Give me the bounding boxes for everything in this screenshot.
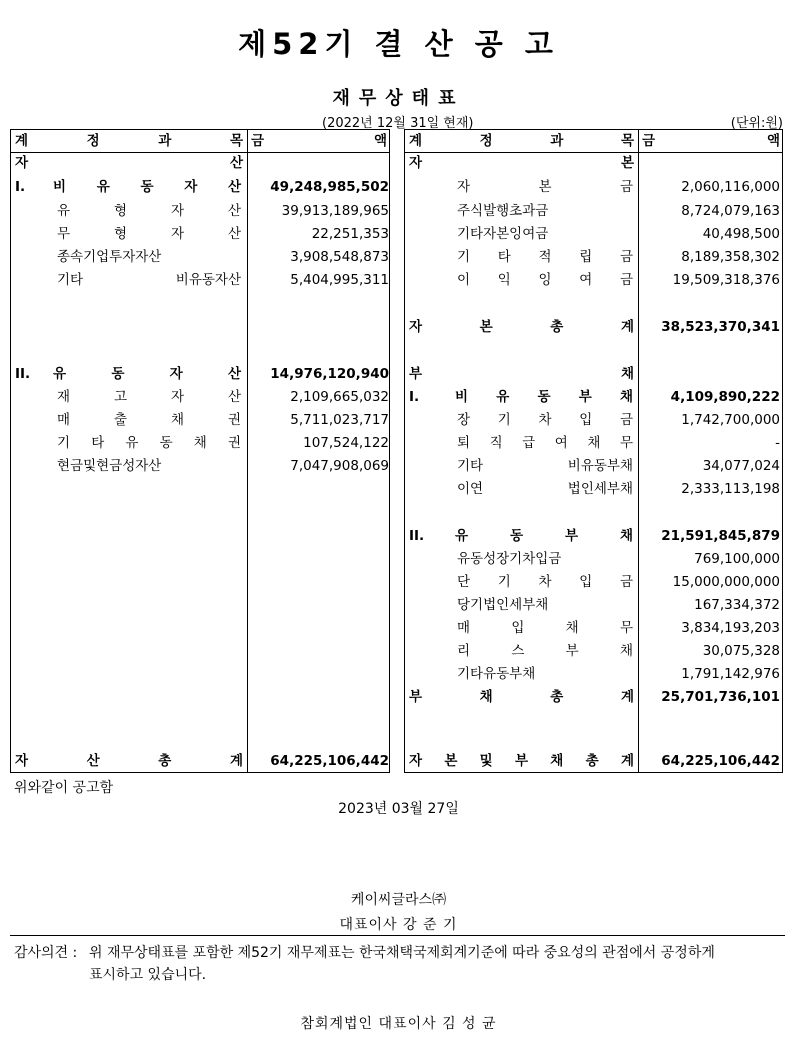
account-label: 유동성장기차입금 (457, 551, 562, 567)
roman-numeral: II. (409, 528, 425, 544)
right-row (405, 409, 782, 431)
amount-value: 2,060,116,000 (681, 179, 780, 195)
account-label: 장 기 차 입 금 (457, 412, 633, 428)
right-row (405, 176, 782, 198)
right-row (405, 548, 782, 570)
right-row (405, 594, 782, 616)
left-row (11, 386, 389, 408)
right-row (405, 455, 782, 477)
right-row (405, 686, 782, 708)
left-row (11, 750, 389, 772)
page-title: 제52기 결 산 공 고 (238, 27, 559, 61)
left-row (11, 152, 389, 174)
right-row (405, 246, 782, 268)
assets-header-row (11, 130, 389, 152)
amount-value: 769,100,000 (694, 551, 780, 567)
account-label: 자 본 금 (457, 179, 633, 195)
report-date: (2022년 12월 31일 현재) (322, 116, 474, 131)
audit-opinion-line1: 위 재무상태표를 포함한 제52기 재무제표는 한국채택국제회계기준에 따라 중요성의 관점에서 공정하게 (89, 945, 715, 961)
account-label: 유 동 자 산 (53, 366, 241, 382)
account-label: 매 입 채 무 (457, 620, 633, 636)
right-row (405, 640, 782, 662)
account-label: 비 유 동 부 채 (455, 389, 633, 405)
account-label: 부 채 총 계 (409, 689, 634, 705)
roman-numeral: I. (15, 179, 26, 195)
account-label: 유 형 자 산 (57, 203, 241, 219)
amount-value: 30,075,328 (702, 643, 780, 659)
account-label: 자 본 총 계 (409, 319, 634, 335)
right-row (405, 571, 782, 593)
auditor-name: 참회계법인 대표이사 김 성 균 (300, 1016, 497, 1032)
left-row (11, 363, 389, 385)
notice-text: 위와같이 공고함 (14, 780, 114, 796)
liabilities-equity-table (404, 129, 783, 773)
amount-value: 64,225,106,442 (270, 753, 389, 769)
right-row (405, 152, 782, 174)
amount-value: 21,591,845,879 (661, 528, 780, 544)
liabilities-header-row (405, 130, 782, 152)
account-header: 계 정 과 목 (15, 133, 243, 149)
account-header: 계 정 과 목 (409, 133, 634, 149)
amount-value: 107,524,122 (303, 435, 389, 451)
amount-value: 1,791,142,976 (681, 666, 780, 682)
left-row (11, 176, 389, 198)
statement-title: 재무상태표 (332, 88, 465, 109)
account-label: 주식발행초과금 (457, 203, 549, 219)
company-name: 케이씨글라스㈜ (350, 892, 447, 908)
account-label: 단 기 차 입 금 (457, 574, 633, 590)
amount-value: 167,334,372 (694, 597, 780, 613)
right-row (405, 223, 782, 245)
account-label: 기타유동부채 (457, 666, 536, 682)
account-label: 기타 비유동자산 (57, 272, 241, 288)
right-row (405, 200, 782, 222)
amount-value: 5,711,023,717 (290, 412, 389, 428)
amount-header: 금 액 (642, 133, 780, 149)
amount-value: 8,189,358,302 (681, 249, 780, 265)
amount-value: 3,908,548,873 (290, 249, 389, 265)
amount-value: 15,000,000,000 (672, 574, 780, 590)
amount-header: 금 액 (251, 133, 387, 149)
account-label: 자 산 총 계 (15, 753, 243, 769)
roman-numeral: I. (409, 389, 420, 405)
amount-value: 19,509,318,376 (672, 272, 780, 288)
amount-value: 4,109,890,222 (670, 389, 780, 405)
account-label: 자 본 및 부 채 총 계 (409, 753, 634, 769)
amount-value: 64,225,106,442 (661, 753, 780, 769)
account-label: 이 익 잉 여 금 (457, 272, 633, 288)
right-row (405, 363, 782, 385)
amount-value: 40,498,500 (702, 226, 780, 242)
account-label: 비 유 동 자 산 (53, 179, 241, 195)
account-label: 무 형 자 산 (57, 226, 241, 242)
amount-value: 2,333,113,198 (681, 481, 780, 497)
account-label: 유 동 부 채 (455, 528, 633, 544)
account-label: 현금및현금성자산 (57, 458, 162, 474)
left-row (11, 223, 389, 245)
amount-value: 14,976,120,940 (270, 366, 389, 382)
unit-label: (단위:원) (730, 116, 783, 131)
amount-value: 2,109,665,032 (290, 389, 389, 405)
account-label: 재 고 자 산 (57, 389, 241, 405)
notice-date: 2023년 03월 27일 (338, 801, 459, 817)
account-label: 기타자본잉여금 (457, 226, 549, 242)
amount-value: 49,248,985,502 (270, 179, 389, 195)
amount-value: 1,742,700,000 (681, 412, 780, 428)
left-row (11, 269, 389, 291)
ceo-name: 대표이사 강 준 기 (339, 917, 458, 933)
audit-label: 감사의견 : (14, 945, 78, 961)
account-label: 리 스 부 채 (457, 643, 633, 659)
left-row (11, 409, 389, 431)
account-label: 이연 법인세부채 (457, 481, 633, 497)
amount-value (642, 363, 780, 385)
account-label: 기 타 유 동 채 권 (57, 435, 241, 451)
amount-value (251, 152, 389, 174)
right-row (405, 663, 782, 685)
right-row (405, 269, 782, 291)
amount-value: - (775, 435, 780, 451)
right-row (405, 617, 782, 639)
account-label: 매 출 채 권 (57, 412, 241, 428)
right-row (405, 478, 782, 500)
right-row (405, 316, 782, 338)
right-row (405, 750, 782, 772)
left-row (11, 432, 389, 454)
account-label: 종속기업투자자산 (57, 249, 162, 265)
left-row (11, 246, 389, 268)
account-label: 기타 비유동부채 (457, 458, 633, 474)
amount-value: 7,047,908,069 (290, 458, 389, 474)
amount-value: 25,701,736,101 (661, 689, 780, 705)
right-row (405, 432, 782, 454)
account-label: 부 채 (409, 366, 634, 382)
right-row (405, 386, 782, 408)
roman-numeral: II. (15, 366, 31, 382)
right-row (405, 525, 782, 547)
amount-value (642, 152, 780, 174)
account-label: 자 산 (15, 155, 243, 171)
account-label: 기 타 적 립 금 (457, 249, 633, 265)
audit-opinion-line2: 표시하고 있습니다. (89, 967, 207, 983)
amount-value: 5,404,995,311 (290, 272, 389, 288)
left-row (11, 200, 389, 222)
amount-value: 3,834,193,203 (681, 620, 780, 636)
amount-value: 8,724,079,163 (681, 203, 780, 219)
account-label: 자 본 (409, 155, 634, 171)
account-label: 퇴 직 급 여 채 무 (457, 435, 633, 451)
amount-value: 34,077,024 (702, 458, 780, 474)
amount-value: 22,251,353 (311, 226, 389, 242)
amount-value: 38,523,370,341 (661, 319, 780, 335)
assets-table (10, 129, 390, 773)
left-row (11, 455, 389, 477)
account-label: 당기법인세부채 (457, 597, 549, 613)
amount-value: 39,913,189,965 (281, 203, 389, 219)
